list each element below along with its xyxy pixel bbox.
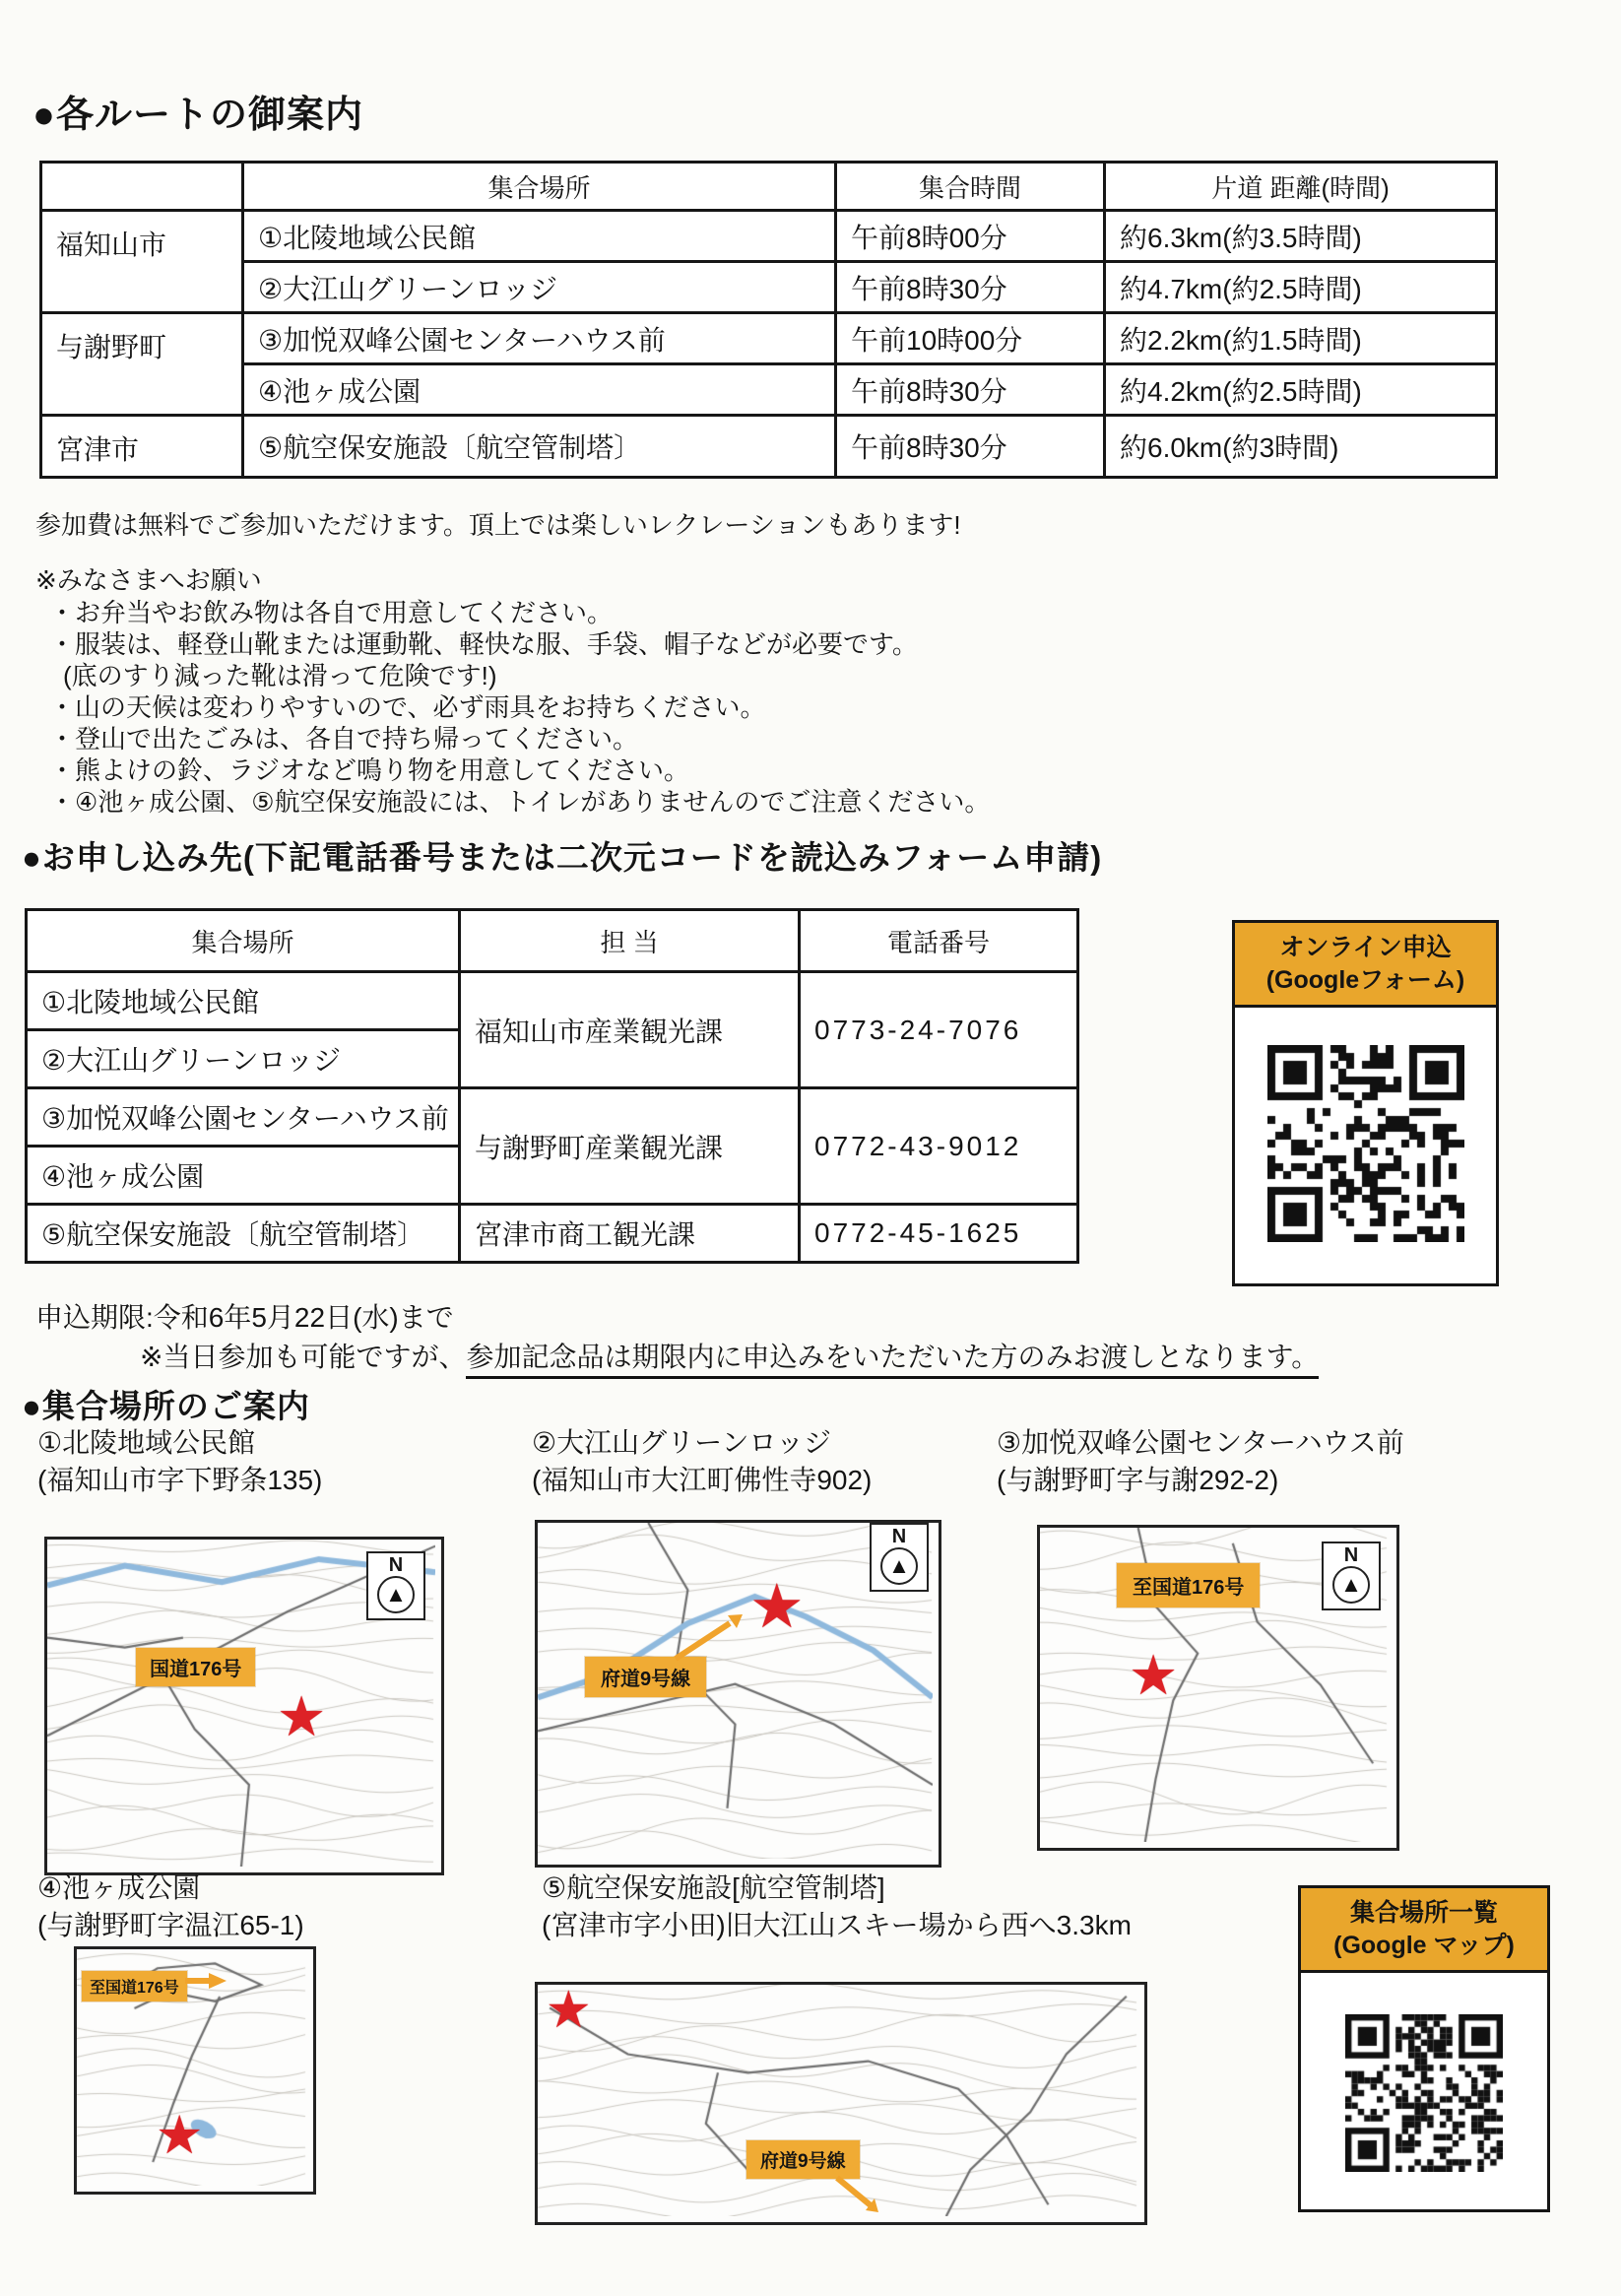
contact-header-contact: 担 当 [460, 910, 800, 972]
map1-title [37, 1424, 322, 1499]
contact-place: ⑤航空保安施設〔航空管制塔〕 [27, 1205, 460, 1263]
route-distance: 約4.7km(約2.5時間) [1105, 262, 1497, 313]
online-form-qr-header [1235, 923, 1496, 1008]
map-5 [535, 1982, 1147, 2225]
contact-row [27, 1205, 1078, 1263]
section-maps-title: ●集合場所のご案内 [22, 1388, 310, 1424]
map-2 [535, 1520, 941, 1868]
route-time: 午前8時30分 [836, 262, 1105, 313]
online-form-qr-box [1232, 920, 1499, 1286]
map-list-qr-code [1345, 2014, 1503, 2172]
route-place: ②大江山グリーンロッジ [243, 262, 836, 313]
contact-place: ③加悦双峰公園センターハウス前 [27, 1088, 460, 1147]
request-note-item: ・④池ヶ成公園、⑤航空保安施設には、トイレがありませんのでご注意ください。 [49, 787, 991, 817]
free-participation-note: 参加費は無料でご参加いただけます。頂上では楽しいレクレーションもあります! [35, 510, 961, 540]
contact-place: ④池ヶ成公園 [27, 1147, 460, 1205]
deadline-note-line [140, 1336, 1319, 1375]
deadline-note-prefix: ※当日参加も可能ですが、 [140, 1342, 467, 1372]
map2-road-arrow-icon [668, 1607, 756, 1667]
map5-title [542, 1870, 1132, 1944]
section-apply-title: ●お申し込み先(下記電話番号または二次元コードを読込みフォーム申請) [22, 839, 1103, 876]
route-time: 午前8時30分 [836, 364, 1105, 416]
map5-meeting-point-star-icon: ★ [546, 1982, 592, 2039]
route-distance: 約6.3km(約3.5時間) [1105, 211, 1497, 262]
map4-road-label: 至国道176号 [82, 1971, 187, 2001]
route-row [41, 416, 1497, 478]
map-3 [1037, 1525, 1399, 1851]
contact-table [25, 908, 1079, 1264]
contact-place: ②大江山グリーンロッジ [27, 1030, 460, 1088]
route-row [41, 262, 1497, 313]
map-list-label-line1: 集合場所一覧 [1349, 1899, 1498, 1927]
map3-address: (与謝野町字与謝292-2) [997, 1465, 1279, 1495]
map1-meeting-point-star-icon: ★ [277, 1685, 327, 1747]
map2-title [532, 1424, 872, 1499]
contact-office: 福知山市産業観光課 [460, 972, 800, 1088]
route-time: 午前8時30分 [836, 416, 1105, 478]
north-arrow-icon: ▲ [385, 1582, 407, 1607]
map5-name: ⑤航空保安施設[航空管制塔] [542, 1872, 885, 1903]
map-4 [74, 1946, 316, 2195]
map4-meeting-point-star-icon: ★ [156, 2106, 204, 2165]
map4-title [37, 1870, 304, 1944]
contact-header-phone: 電話番号 [800, 910, 1078, 972]
online-form-label-line1: オンライン申込 [1279, 934, 1452, 961]
route-header-distance: 片道 距離(時間) [1105, 163, 1497, 211]
section-routes-title: ●各ルートの御案内 [32, 95, 363, 136]
route-place: ①北陵地域公民館 [243, 211, 836, 262]
route-place: ⑤航空保安施設〔航空管制塔〕 [243, 416, 836, 478]
route-distance: 約4.2km(約2.5時間) [1105, 364, 1497, 416]
map4-name: ④池ヶ成公園 [37, 1872, 201, 1903]
route-distance: 約2.2km(約1.5時間) [1105, 313, 1497, 364]
route-header-time: 集合時間 [836, 163, 1105, 211]
map-list-qr-header [1301, 1888, 1547, 1973]
route-row [41, 211, 1497, 262]
map1-road-label: 国道176号 [136, 1648, 255, 1686]
map3-title [997, 1424, 1404, 1499]
map5-road-label: 府道9号線 [746, 2140, 860, 2179]
map2-name: ②大江山グリーンロッジ [532, 1427, 831, 1458]
online-form-qr-code [1267, 1045, 1464, 1242]
contact-phone: 0772-45-1625 [800, 1205, 1078, 1263]
map1-address: (福知山市字下野条135) [37, 1465, 323, 1495]
contact-row [27, 1088, 1078, 1147]
map5-address: (宮津市字小田)旧大江山スキー場から西へ3.3km [542, 1910, 1132, 1940]
north-arrow-icon: ▲ [888, 1553, 910, 1578]
contact-phone: 0772-43-9012 [800, 1088, 1078, 1205]
request-note-item: ・登山で出たごみは、各自で持ち帰ってください。 [49, 724, 639, 754]
request-note-item: ・山の天候は変わりやすいので、必ず雨具をお持ちください。 [49, 692, 766, 722]
request-title: ※みなさまへお願い [35, 565, 262, 595]
route-row [41, 364, 1497, 416]
contact-phone: 0773-24-7076 [800, 972, 1078, 1088]
map5-road-arrow-icon [831, 2172, 900, 2221]
deadline-note-underlined: 参加記念品は期限内に申込みをいただいた方のみお渡しとなります。 [466, 1342, 1319, 1379]
map1-name: ①北陵地域公民館 [37, 1427, 256, 1458]
route-header-place: 集合場所 [243, 163, 836, 211]
request-note-item: ・熊よけの鈴、ラジオなど鳴り物を用意してください。 [49, 755, 690, 785]
north-arrow-icon: ▲ [1340, 1572, 1362, 1597]
map-list-label-line2: (Google マップ) [1333, 1932, 1515, 1959]
map4-road-arrow-icon [181, 1967, 230, 1997]
map2-address: (福知山市大江町佛性寺902) [532, 1465, 873, 1495]
request-note-item: (底のすり減った靴は滑って危険です!) [63, 661, 497, 690]
request-note-item: ・お弁当やお飲み物は各自で用意してください。 [49, 598, 614, 627]
map4-address: (与謝野町字温江65-1) [37, 1910, 304, 1940]
online-form-label-line2: (Googleフォーム) [1265, 966, 1465, 994]
map2-compass-icon: N ▲ [870, 1523, 929, 1592]
route-time: 午前10時00分 [836, 313, 1105, 364]
deadline-line: 申込期限:令和6年5月22日(水)まで [35, 1302, 454, 1333]
route-region: 福知山市 [41, 211, 243, 313]
route-region: 与謝野町 [41, 313, 243, 416]
route-time: 午前8時00分 [836, 211, 1105, 262]
route-table-header-row [41, 163, 1497, 211]
route-table [39, 161, 1498, 479]
request-note-item: ・服装は、軽登山靴または運動靴、軽快な服、手袋、帽子などが必要です。 [49, 629, 918, 659]
map3-compass-icon: N ▲ [1322, 1542, 1381, 1610]
map3-meeting-point-star-icon: ★ [1129, 1644, 1179, 1706]
request-list [49, 597, 990, 818]
contact-office: 宮津市商工観光課 [460, 1205, 800, 1263]
contact-row [27, 972, 1078, 1030]
map2-meeting-point-star-icon: ★ [749, 1573, 805, 1641]
route-row [41, 313, 1497, 364]
map-1 [44, 1537, 444, 1875]
contact-table-header-row [27, 910, 1078, 972]
contact-header-place: 集合場所 [27, 910, 460, 972]
route-distance: 約6.0km(約3時間) [1105, 416, 1497, 478]
map-list-qr-box [1298, 1885, 1550, 2212]
map3-name: ③加悦双峰公園センターハウス前 [997, 1427, 1404, 1458]
map1-compass-icon: N ▲ [366, 1551, 425, 1620]
map2-road-label: 府道9号線 [585, 1657, 706, 1697]
contact-office: 与謝野町産業観光課 [460, 1088, 800, 1205]
route-region: 宮津市 [41, 416, 243, 478]
route-place: ④池ヶ成公園 [243, 364, 836, 416]
route-header-region [41, 163, 243, 211]
route-place: ③加悦双峰公園センターハウス前 [243, 313, 836, 364]
map3-road-label: 至国道176号 [1117, 1563, 1260, 1607]
contact-place: ①北陵地域公民館 [27, 972, 460, 1030]
